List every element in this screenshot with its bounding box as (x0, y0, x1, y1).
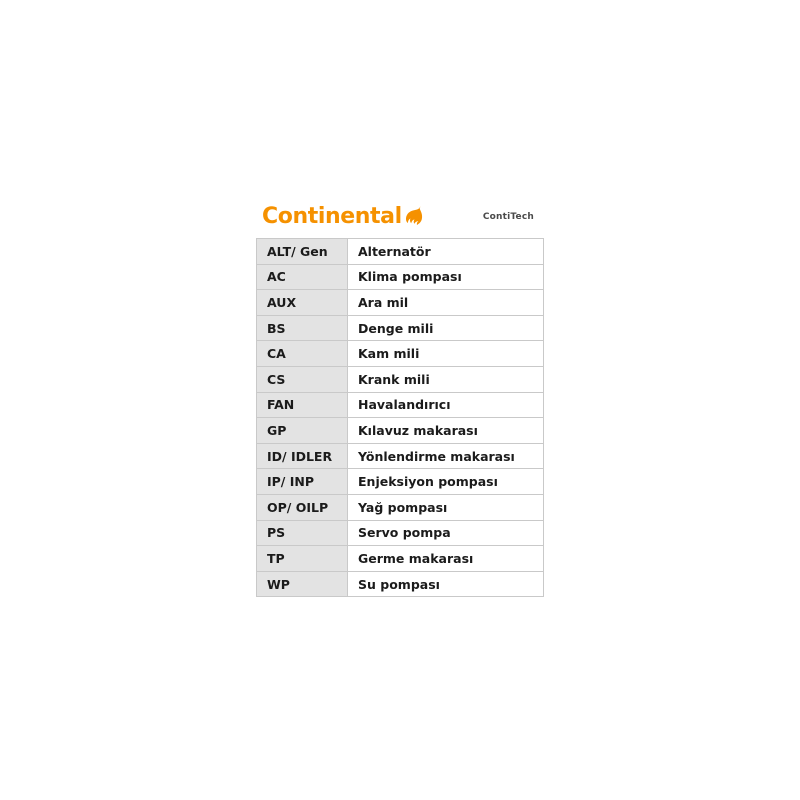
description-cell: Klima pompası (348, 264, 544, 290)
abbr-cell: CA (257, 341, 348, 367)
abbr-cell: ID/ IDLER (257, 443, 348, 469)
description-cell: Kam mili (348, 341, 544, 367)
table-body (257, 239, 544, 597)
table-row (257, 443, 544, 469)
abbr-cell: WP (257, 571, 348, 597)
abbreviation-table (256, 238, 544, 597)
description-cell: Yağ pompası (348, 494, 544, 520)
table-row (257, 520, 544, 546)
description-cell: Krank mili (348, 366, 544, 392)
continental-logo (262, 206, 423, 228)
description-cell: Denge mili (348, 315, 544, 341)
table-row (257, 239, 544, 265)
brand-wordmark: Continental (262, 204, 402, 229)
abbreviation-legend-card (256, 196, 544, 597)
sub-brand-label: ContiTech (482, 212, 534, 222)
abbr-cell: OP/ OILP (257, 494, 348, 520)
description-cell: Havalandırıcı (348, 392, 544, 418)
abbr-cell: TP (257, 546, 348, 572)
table-row (257, 494, 544, 520)
description-cell: Yönlendirme makarası (348, 443, 544, 469)
description-cell: Ara mil (348, 290, 544, 316)
abbr-cell: ALT/ Gen (257, 239, 348, 265)
description-cell: Alternatör (348, 239, 544, 265)
abbr-cell: PS (257, 520, 348, 546)
description-cell: Su pompası (348, 571, 544, 597)
abbr-cell: FAN (257, 392, 348, 418)
abbr-cell: GP (257, 418, 348, 444)
abbr-cell: BS (257, 315, 348, 341)
table-row (257, 341, 544, 367)
abbr-cell: AUX (257, 290, 348, 316)
brand-header (256, 196, 544, 238)
table-row (257, 290, 544, 316)
table-row (257, 571, 544, 597)
description-cell: Kılavuz makarası (348, 418, 544, 444)
abbr-cell: AC (257, 264, 348, 290)
table-row (257, 315, 544, 341)
table-row (257, 366, 544, 392)
abbr-cell: CS (257, 366, 348, 392)
table-row (257, 418, 544, 444)
description-cell: Germe makarası (348, 546, 544, 572)
table-row (257, 264, 544, 290)
table-row (257, 392, 544, 418)
description-cell: Enjeksiyon pompası (348, 469, 544, 495)
horse-icon (405, 206, 423, 226)
abbr-cell: IP/ INP (257, 469, 348, 495)
table-row (257, 546, 544, 572)
description-cell: Servo pompa (348, 520, 544, 546)
table-row (257, 469, 544, 495)
